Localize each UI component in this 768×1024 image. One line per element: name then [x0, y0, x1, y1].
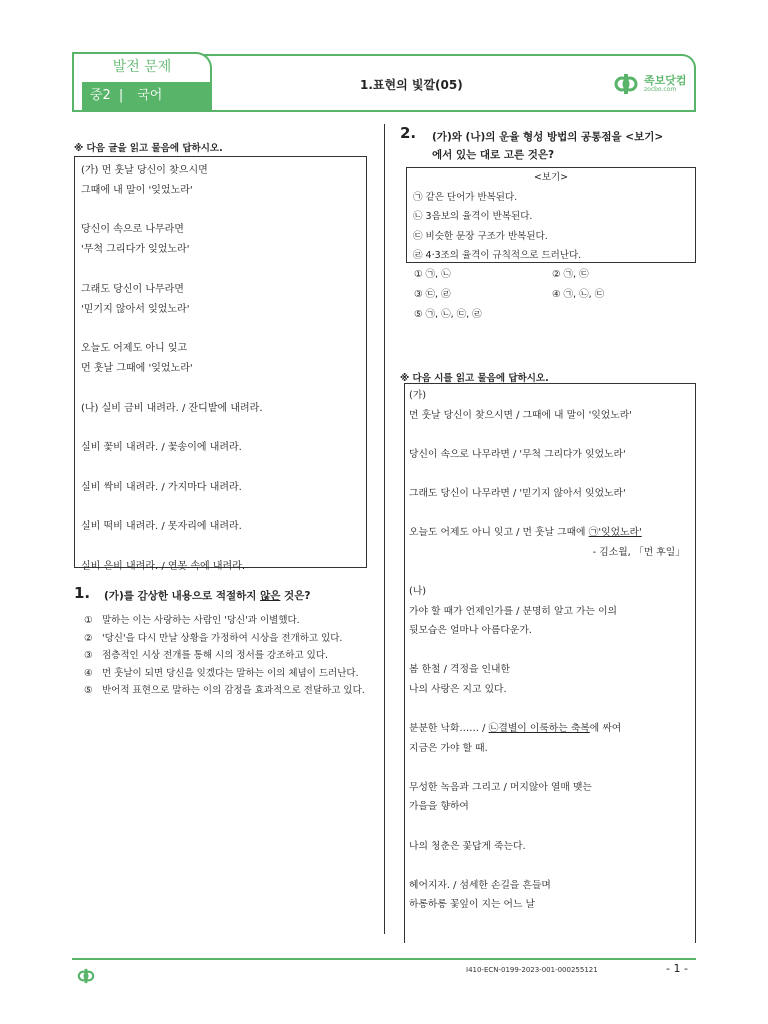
header-tab [72, 52, 212, 112]
poem-box [404, 383, 696, 943]
question-1-text-end: 것은? [280, 590, 311, 602]
bogi-item: ㉢ 비슷한 문장 구조가 반복된다. [413, 230, 548, 242]
passage-line: 그때에 내 말이 '잊었노라' [81, 184, 193, 196]
option-item[interactable]: ② ㉠, ㉢ [552, 269, 589, 280]
blank-line [409, 425, 691, 445]
choice-item[interactable] [84, 665, 368, 683]
passage-line: 실비 떡비 내려라. / 못자리에 내려라. [81, 521, 242, 533]
poem-line: 뒷모습은 얼마나 아름다운가. [409, 625, 532, 637]
header-rule [72, 110, 696, 112]
poem-line: 무성한 녹음과 그리고 / 머지않아 열매 맺는 [409, 781, 592, 793]
bogi-item: ㉡ 3음보의 율격이 반복된다. [413, 211, 533, 222]
poem-line: 가야 할 때가 언제인가를 / 분명히 알고 가는 이의 [409, 605, 618, 617]
grade-label: 중2 [90, 88, 111, 103]
question-2-line-1: (가)와 (나)의 운율 형성 방법의 공통점을 <보기> [432, 131, 664, 143]
blank-line [81, 260, 360, 280]
column-divider [384, 124, 385, 934]
option-item[interactable]: ③ ㉢, ㉣ [414, 289, 451, 300]
section-label-ga: (가) [409, 390, 427, 401]
page-number: - 1 - [666, 962, 688, 975]
bogi-box [406, 167, 696, 263]
choice-text: '당신'을 다시 만날 상황을 가정하여 시상을 전개하고 있다. [102, 632, 343, 644]
subject-label: 국어 [137, 88, 163, 103]
blank-line [81, 418, 360, 438]
choice-item[interactable] [84, 630, 368, 648]
choice-item[interactable] [84, 612, 368, 630]
separator: | [118, 88, 124, 103]
blank-line [81, 498, 360, 518]
passage-line: '믿기지 않아서 잊었노라' [81, 303, 190, 315]
choice-number: ① [84, 615, 93, 626]
footer-logo-icon [76, 966, 96, 986]
choice-item[interactable] [84, 682, 368, 700]
poem-line: 하롱하롱 꽃잎이 지는 어느 날 [409, 899, 536, 911]
question-1-text [104, 587, 310, 605]
passage-line: 오늘도 어제도 아니 잊고 [81, 343, 188, 355]
passage-line: (나) 실비 금비 내려라. / 잔디밭에 내려라. [81, 402, 263, 414]
option-item[interactable]: ⑤ ㉠, ㉡, ㉢, ㉣ [414, 309, 482, 320]
grade-subject-bar [82, 82, 210, 110]
unit-title: 1.표현의 빛깔(05) [360, 78, 463, 92]
choice-number: ② [84, 632, 93, 644]
blank-line [81, 319, 360, 339]
option-item[interactable]: ④ ㉠, ㉡, ㉢ [552, 289, 605, 300]
passage-line: 실비 은비 내려라. / 연못 속에 내려라. [81, 560, 246, 572]
blank-line [409, 817, 691, 837]
question-1-emphasis: 않은 [260, 590, 281, 602]
poem-line: 나의 청춘은 꽃답게 죽는다. [409, 840, 526, 852]
passage-box [74, 156, 367, 572]
passage-line: 먼 훗날 그때에 '잊었노라' [81, 362, 193, 374]
question-1-text-part: (가)를 감상한 내용으로 적절하지 [104, 590, 261, 602]
choice-number: ③ [84, 650, 93, 661]
bogi-title: <보기> [533, 172, 569, 183]
question-2-line-2: 에서 있는 대로 고른 것은? [432, 149, 555, 161]
choice-text: 말하는 이는 사랑하는 사람인 '당신'과 이별했다. [102, 615, 300, 626]
question-2-text [432, 128, 663, 164]
blank-line [409, 856, 691, 876]
choice-text: 점층적인 시상 전개를 통해 시의 정서를 강조하고 있다. [102, 650, 329, 661]
bogi-item: ㉠ 같은 단어가 반복된다. [413, 191, 518, 203]
poem-line: 나의 사랑은 지고 있다. [409, 683, 507, 695]
passage-line: 당신이 속으로 나무라면 [81, 224, 184, 236]
blank-line [409, 758, 691, 778]
blank-line [81, 201, 360, 221]
choice-text: 반어적 표현으로 말하는 이의 감정을 효과적으로 전달하고 있다. [102, 685, 365, 696]
blank-line [81, 537, 360, 557]
poem-line-underlined: 오늘도 어제도 아니 잊고 / 먼 훗날 그때에 ㉠'잊었노라' [409, 527, 642, 539]
blank-line [409, 464, 691, 484]
blank-line [81, 458, 360, 478]
instruction-left: ※ 다음 글을 읽고 물음에 답하시오. [74, 143, 223, 154]
choice-number: ④ [84, 667, 93, 679]
blank-line [409, 504, 691, 524]
section-label-na: (나) [409, 585, 427, 597]
brand-logo [612, 70, 692, 98]
passage-line: (가) 먼 훗날 당신이 찾으시면 [81, 165, 208, 176]
passage-line: 실비 싹비 내려라. / 가지마다 내려라. [81, 481, 242, 493]
poem-line: 헤어지자. / 섬세한 손길을 흔들며 [409, 879, 551, 891]
choice-item[interactable] [84, 647, 368, 665]
poem-line: 봄 한철 / 격정을 인내한 [409, 664, 510, 676]
category-label: 발전 문제 [112, 59, 172, 75]
blank-line [409, 562, 691, 582]
logo-subtext: zocbo.com [644, 86, 677, 93]
poem-line: 지금은 가야 할 때. [409, 742, 488, 754]
poem-line: 가을을 향하여 [409, 801, 469, 813]
attribution: - 김소월, 「먼 후일」 [592, 546, 685, 558]
footer-rule [72, 958, 696, 960]
question-1-number: 1. [74, 584, 91, 602]
question-1-choices [84, 612, 368, 700]
option-item[interactable]: ① ㉠, ㉡ [414, 269, 451, 280]
poem-line: 당신이 속으로 나무라면 / '무척 그리다가 잊었노라' [409, 448, 626, 460]
choice-text: 먼 훗날이 되면 당신을 잊겠다는 말하는 이의 체념이 드러난다. [102, 667, 359, 679]
choice-number: ⑤ [84, 685, 93, 696]
passage-line: 실비 꽃비 내려라. / 꽃송이에 내려라. [81, 442, 242, 454]
blank-line [81, 379, 360, 399]
bogi-item: ㉣ 4·3조의 율격이 규칙적으로 드러난다. [413, 250, 582, 261]
poem-line: 먼 훗날 당신이 찾으시면 / 그때에 내 말이 '잊었노라' [409, 409, 632, 421]
blank-line [409, 641, 691, 661]
blank-line [409, 700, 691, 720]
poem-line: 그래도 당신이 나무라면 / '믿기지 않아서 잊었노라' [409, 487, 626, 499]
passage-line: '무척 그리다가 잊었노라' [81, 244, 190, 256]
document-code: I410-ECN-0199-2023-001-000255121 [466, 966, 598, 974]
logo-icon [612, 70, 640, 98]
poem-line-underlined: 분분한 낙화…… / ㉡결별이 이룩하는 축복에 싸여 [409, 723, 622, 735]
question-2-number: 2. [400, 124, 417, 142]
logo-text: 족보닷컴 [644, 74, 687, 87]
passage-line: 그래도 당신이 나무라면 [81, 283, 184, 295]
instruction-right: ※ 다음 시를 읽고 물음에 답하시오. [400, 373, 549, 384]
